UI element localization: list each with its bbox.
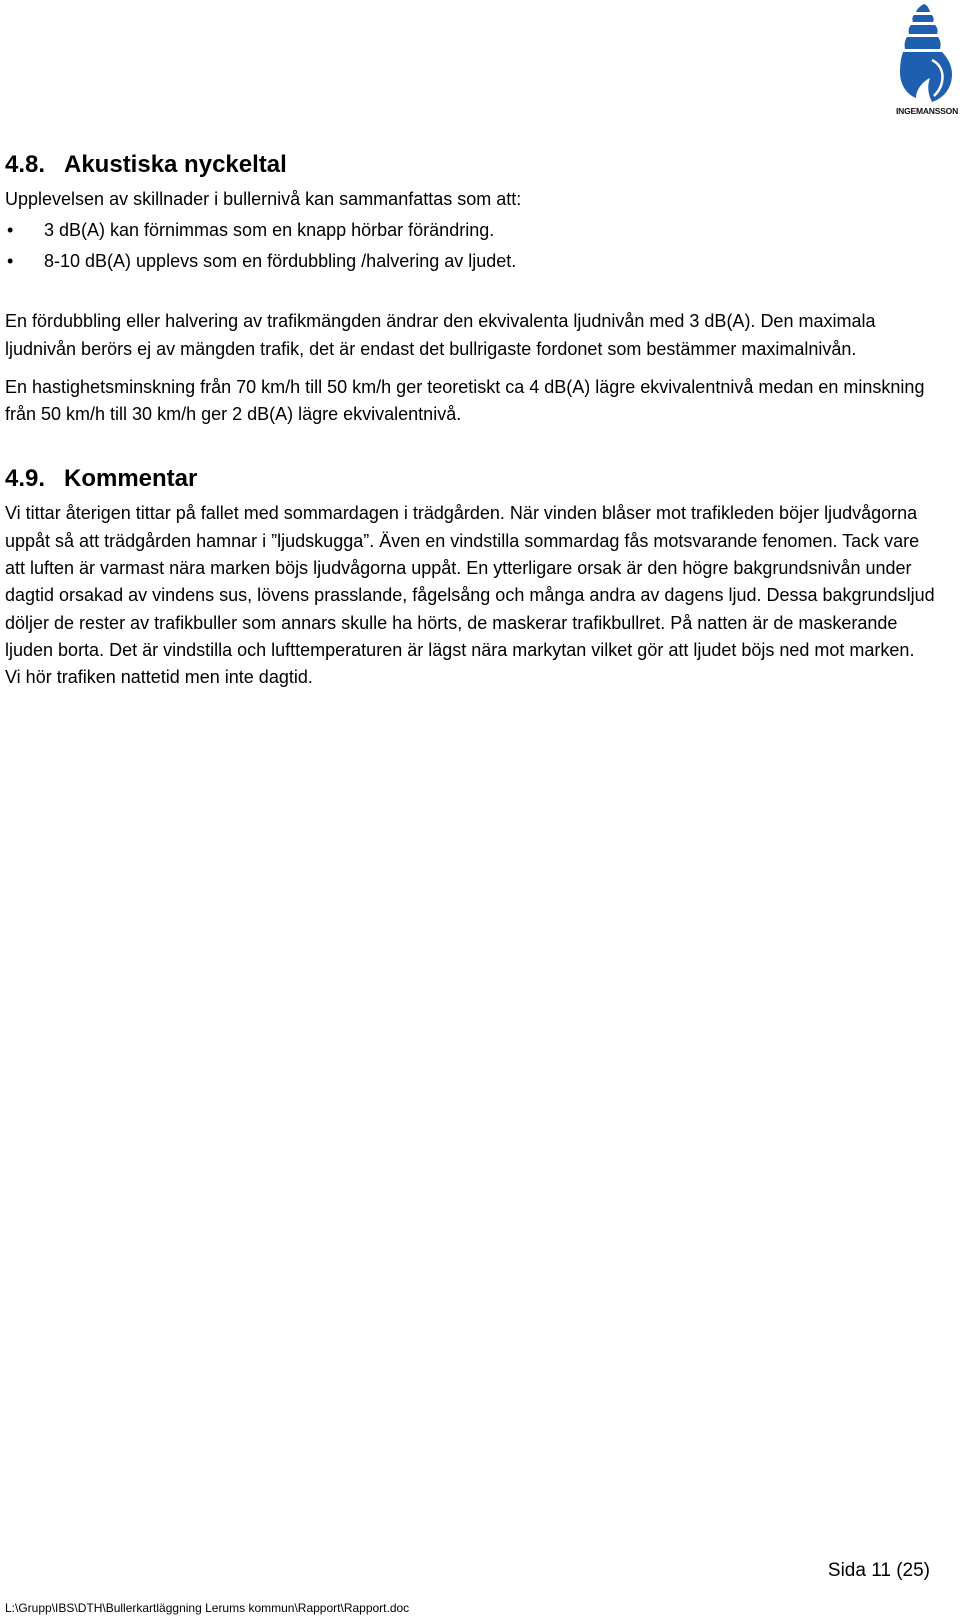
body-paragraph: Vi tittar återigen tittar på fallet med sommardagen i trädgården. När vinden blåser mot trafikleden böjer ljudvågorna uppåt så att trädgården hamnar i ”ljudskugga”. Även en vindstilla sommardag fås motsvarande fenomen. Tack vare att luften är varmast nära marken böjs ljudvågorna uppåt. En ytterligare orsak är den högre bakgrundsnivån under dagtid orsakad av vindens sus, lövens prasslande, fågelsång och många andra av dagens ljud. Dessa bakgrundsljud döljer de rester av trafikbuller som annars skulle ha hörts, de maskerar trafikbullret. På natten är de maskerande ljuden borta. Det är vindstilla och lufttemperaturen är lägst nära markytan vilket gör att ljudet böjs ned mot marken. Vi hör trafiken nattetid men inte dagtid. — [5, 503, 935, 688]
list-item-text: 3 dB(A) kan förnimmas som en knapp hörbar förändring. — [44, 220, 495, 241]
page-number: Sida 11 (25) — [827, 1560, 930, 1581]
section-title: Kommentar — [64, 465, 198, 493]
section-heading-4-8 — [5, 150, 935, 180]
list-item — [5, 215, 935, 246]
bullet-icon: • — [7, 220, 14, 241]
list-item — [5, 246, 935, 277]
bullet-icon: • — [7, 251, 14, 272]
logo-text: INGEMANSSON — [896, 106, 959, 116]
body-paragraph: En hastighetsminskning från 70 km/h till 50 km/h ger teoretiskt ca 4 dB(A) lägre ekvivalentnivå medan en minskning från 50 km/h till 30 km/h ger 2 dB(A) lägre ekvivalentnivå. — [5, 376, 925, 425]
section-heading-4-9 — [5, 464, 935, 494]
list-item-text: 8-10 dB(A) upplevs som en fördubbling /halvering av ljudet. — [44, 251, 517, 272]
document-body — [5, 150, 935, 692]
file-path: L:\Grupp\IBS\DTH\Bullerkartläggning Lerums kommun\Rapport\Rapport.doc — [5, 1601, 410, 1615]
section-title: Akustiska nyckeltal — [64, 151, 287, 178]
body-paragraph: En fördubbling eller halvering av trafikmängden ändrar den ekvivalenta ljudnivån med 3 dB(A). Den maximala ljudnivån berörs ej av mängden trafik, det är endast det bullrigaste fordonet som bestämmer maximalnivån. — [5, 311, 876, 359]
section-number: 4.9. — [5, 465, 46, 493]
company-logo — [896, 2, 958, 120]
seashell-logo-icon — [896, 2, 958, 106]
section-number: 4.8. — [5, 151, 46, 178]
intro-paragraph: Upplevelsen av skillnader i bullernivå kan sammanfattas som att: — [5, 189, 522, 209]
bullet-list — [5, 215, 935, 277]
